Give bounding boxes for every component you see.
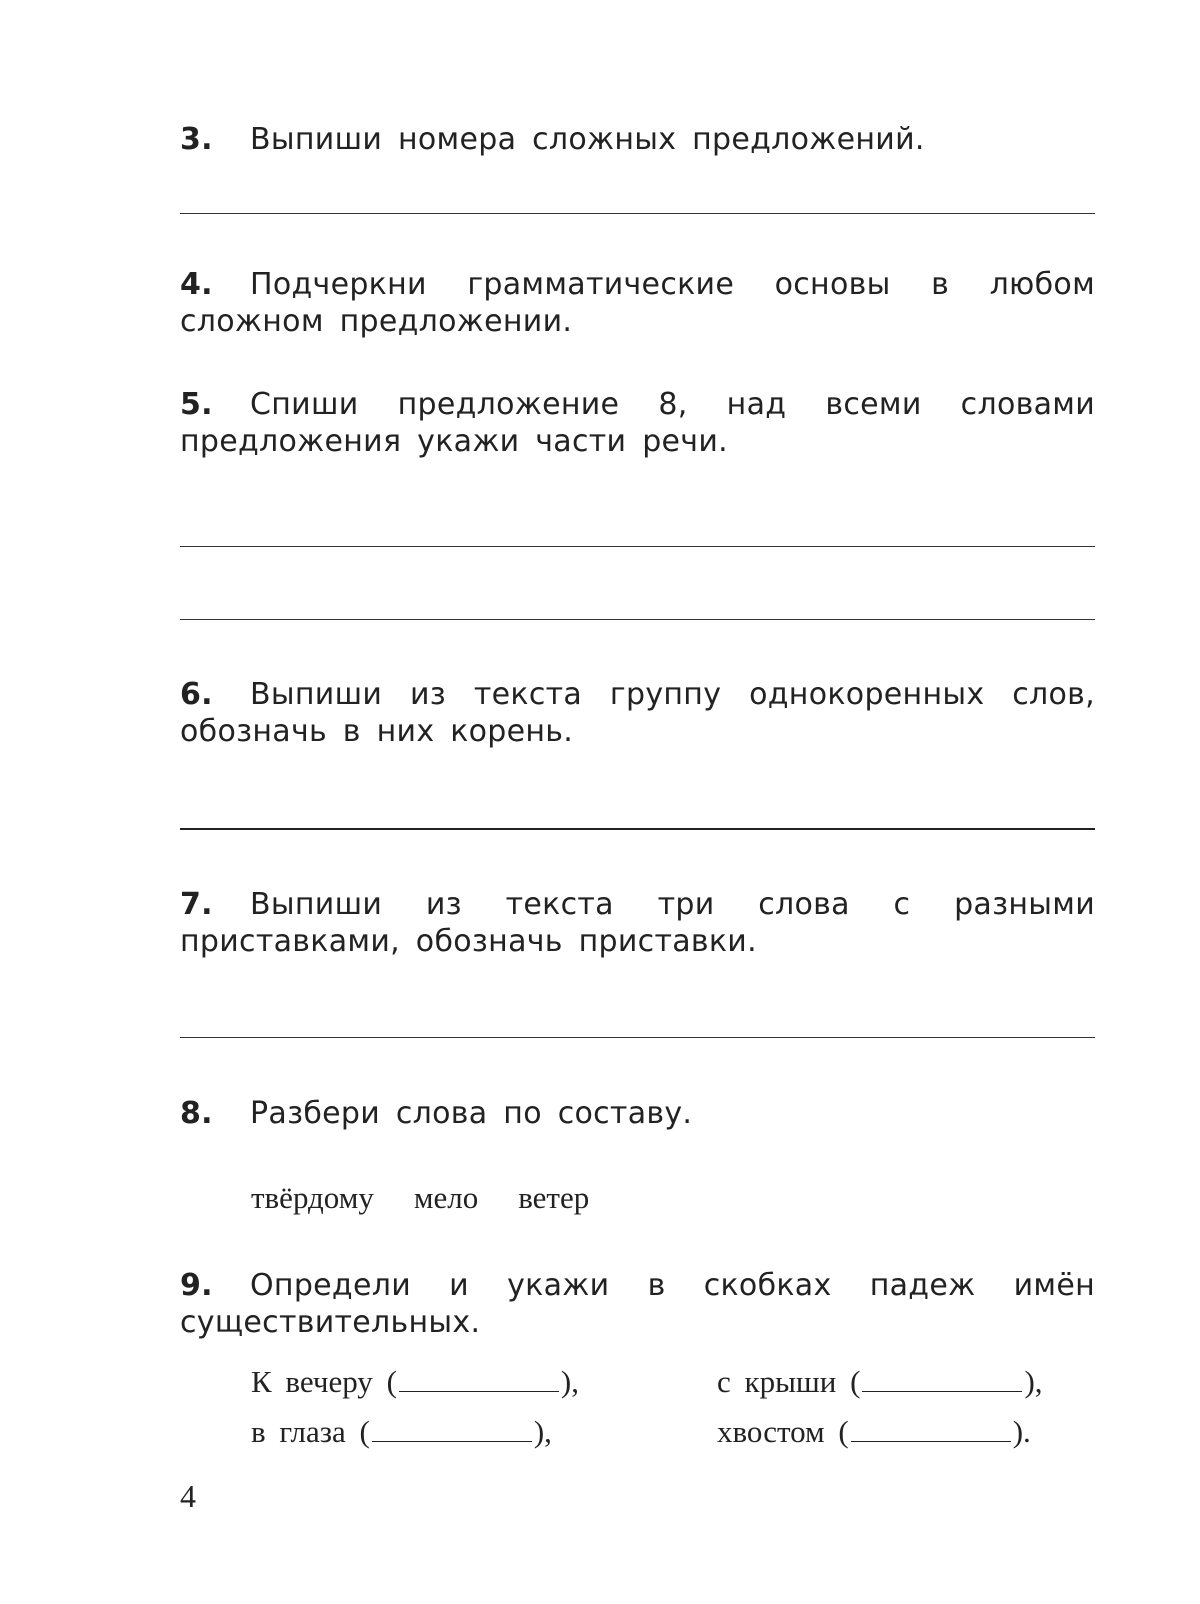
- task-6: [180, 676, 1095, 750]
- parse-word: мело: [413, 1180, 479, 1215]
- task-text: Подчеркни грамматические основы в любом сложном предложении.: [180, 267, 1095, 339]
- task-number: 3.: [180, 122, 213, 157]
- close-paren: ),: [560, 1364, 579, 1399]
- case-phrase: [251, 1364, 579, 1400]
- task-number: 5.: [180, 387, 213, 422]
- task-7: [180, 886, 1095, 960]
- task-text: Определи и укажи в скобках падеж имён существительных.: [180, 1268, 1095, 1340]
- phrase-word: К вечеру: [251, 1364, 373, 1399]
- close-paren: ),: [533, 1414, 552, 1449]
- open-paren: (: [359, 1414, 370, 1449]
- answer-line[interactable]: [180, 828, 1095, 830]
- answer-line[interactable]: [180, 1037, 1095, 1038]
- close-paren: ).: [1012, 1414, 1031, 1449]
- phrase-word: с крыши: [717, 1364, 837, 1399]
- answer-line[interactable]: [180, 619, 1095, 620]
- case-blank[interactable]: [862, 1391, 1022, 1392]
- task-4: [180, 266, 1095, 340]
- parse-words: [251, 1180, 629, 1216]
- task-8: [180, 1095, 1095, 1132]
- case-blank[interactable]: [851, 1441, 1011, 1442]
- task-text: Выпиши из текста три слова с разными приставками, обозначь приставки.: [180, 887, 1095, 959]
- open-paren: (: [386, 1364, 397, 1399]
- phrase-word: хвостом: [717, 1414, 825, 1449]
- close-paren: ),: [1024, 1364, 1043, 1399]
- phrase-word: в глаза: [251, 1414, 346, 1449]
- open-paren: (: [838, 1414, 849, 1449]
- task-text: Разбери слова по составу.: [250, 1096, 693, 1131]
- case-phrase: [717, 1414, 1031, 1450]
- case-blank[interactable]: [399, 1391, 559, 1392]
- case-phrase: [251, 1414, 552, 1450]
- task-number: 9.: [180, 1268, 213, 1303]
- answer-line[interactable]: [180, 213, 1095, 214]
- task-9: [180, 1267, 1095, 1341]
- task-5: [180, 386, 1095, 460]
- open-paren: (: [850, 1364, 861, 1399]
- task-text: Выпиши номера сложных предложений.: [250, 122, 925, 157]
- task-number: 6.: [180, 677, 213, 712]
- answer-line[interactable]: [180, 546, 1095, 547]
- task-number: 4.: [180, 267, 213, 302]
- parse-word: твёрдому: [251, 1180, 374, 1215]
- task-number: 8.: [180, 1096, 213, 1131]
- parse-word: ветер: [518, 1180, 590, 1215]
- task-number: 7.: [180, 887, 213, 922]
- task-3: [180, 121, 1095, 158]
- case-phrase: [717, 1364, 1043, 1400]
- task-text: Выпиши из текста группу однокоренных слов, обозначь в них корень.: [180, 677, 1095, 749]
- case-blank[interactable]: [372, 1441, 532, 1442]
- page-number: 4: [180, 1478, 196, 1514]
- task-text: Спиши предложение 8, над всеми словами предложения укажи части речи.: [180, 387, 1095, 459]
